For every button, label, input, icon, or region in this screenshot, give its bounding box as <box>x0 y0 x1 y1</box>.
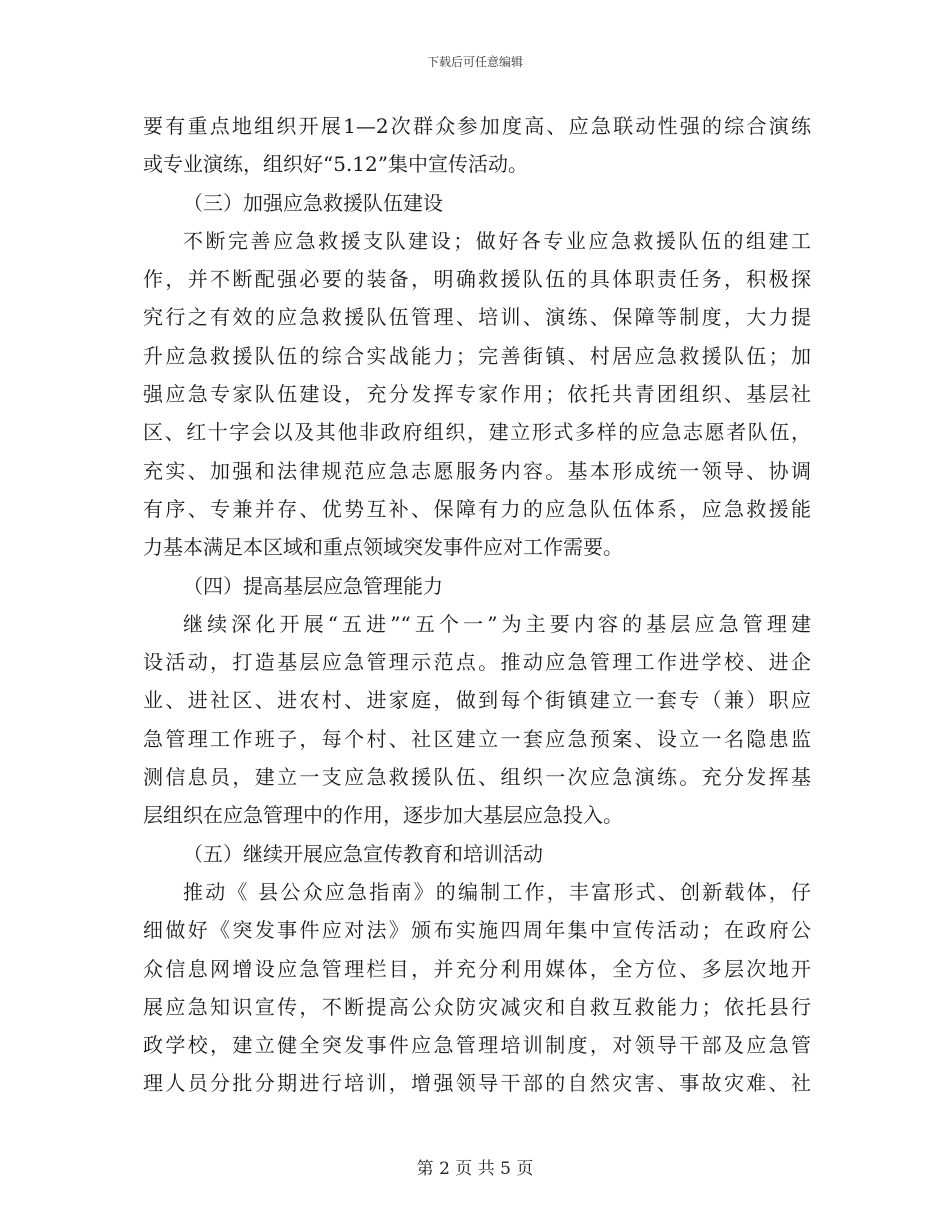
paragraph-line: 展应急知识宣传，不断提高公众防灾减灾和自救互救能力；依托县行 <box>143 994 811 1019</box>
section-heading: （四）提高基层应急管理能力 <box>183 573 443 598</box>
header-note: 下载后可任意编辑 <box>426 55 523 69</box>
paragraph-line: 有序、专兼并存、优势互补、保障有力的应急队伍体系，应急救援能 <box>143 496 811 521</box>
body-text <box>143 107 811 1103</box>
paragraph-line: 或专业演练，组织好“5.12”集中宣传活动。 <box>143 152 528 177</box>
paragraph-line: 作，并不断配强必要的装备，明确救援队伍的具体职责任务，积极探 <box>143 267 811 292</box>
paragraph-line: 力基本满足本区域和重点领域突发事件应对工作需要。 <box>143 535 623 560</box>
paragraph-line: 急管理工作班子，每个村、社区建立一套应急预案、设立一名隐患监 <box>143 726 811 751</box>
paragraph-line: 众信息网增设应急管理栏目，并充分利用媒体，全方位、多层次地开 <box>143 956 811 981</box>
paragraph-line: 政学校，建立健全突发事件应急管理培训制度，对领导干部及应急管 <box>143 1033 811 1058</box>
paragraph-line: 要有重点地组织开展1—2次群众参加度高、应急联动性强的综合演练 <box>143 114 811 138</box>
paragraph-line: 究行之有效的应急救援队伍管理、培训、演练、保障等制度，大力提 <box>143 305 811 330</box>
paragraph-line: 细做好《突发事件应对法》颁布实施四周年集中宣传活动；在政府公 <box>143 918 811 943</box>
paragraph-line: 升应急救援队伍的综合实战能力；完善街镇、村居应急救援队伍；加 <box>143 343 811 368</box>
paragraph-line: 设活动，打造基层应急管理示范点。推动应急管理工作进学校、进企 <box>143 650 811 675</box>
paragraph-line: 测信息员，建立一支应急救援队伍、组织一次应急演练。充分发挥基 <box>143 765 811 790</box>
paragraph-line: 强应急专家队伍建设，充分发挥专家作用；依托共青团组织、基层社 <box>143 382 811 407</box>
paragraph-line: 区、红十字会以及其他非政府组织，建立形式多样的应急志愿者队伍， <box>143 420 811 445</box>
page-footer: 第 2 页 共 5 页 <box>416 1159 534 1179</box>
paragraph-line: 业、进社区、进农村、进家庭，做到每个街镇建立一套专（兼）职应 <box>143 688 811 713</box>
section-heading: （三）加强应急救援队伍建设 <box>183 190 443 215</box>
paragraph-line: 层组织在应急管理中的作用，逐步加大基层应急投入。 <box>143 803 623 828</box>
paragraph-line: 理人员分批分期进行培训，增强领导干部的自然灾害、事故灾难、社 <box>143 1071 811 1096</box>
paragraph-line: 继续深化开展“五进”“五个一”为主要内容的基层应急管理建 <box>183 611 811 636</box>
section-heading: （五）继续开展应急宣传教育和培训活动 <box>183 841 543 866</box>
paragraph-line: 充实、加强和法律规范应急志愿服务内容。基本形成统一领导、协调 <box>143 458 811 483</box>
paragraph-line: 推动《 县公众应急指南》的编制工作，丰富形式、创新载体，仔 <box>183 879 811 904</box>
paragraph-line: 不断完善应急救援支队建设；做好各专业应急救援队伍的组建工 <box>183 228 811 253</box>
